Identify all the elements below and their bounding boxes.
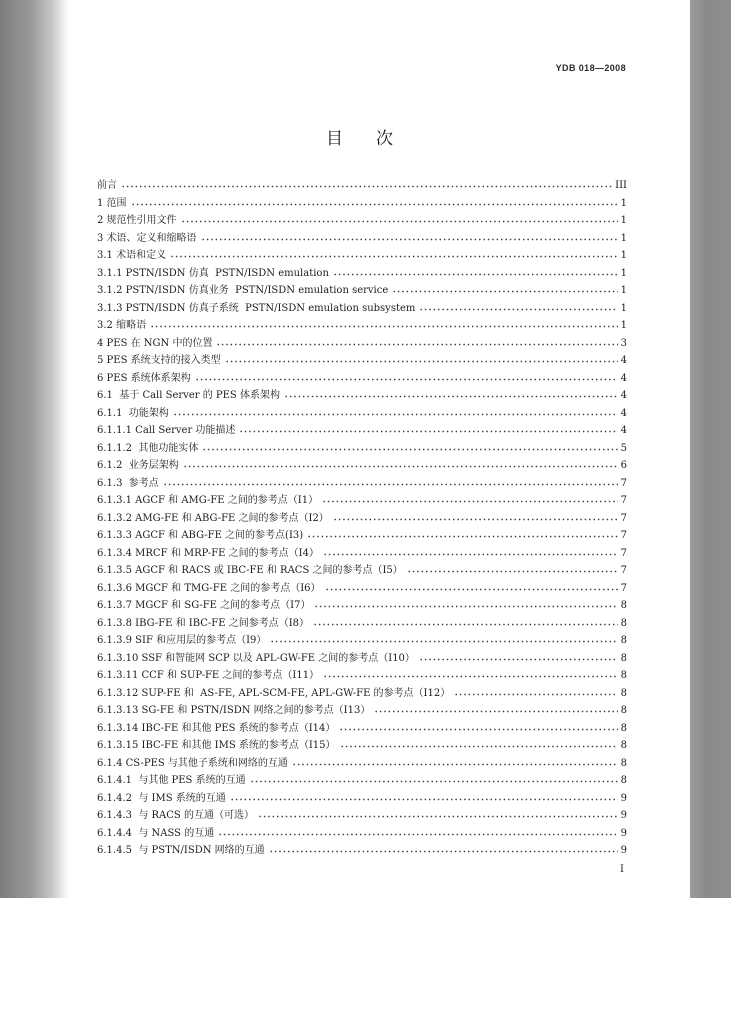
dot-leader	[313, 618, 618, 626]
toc-entry-page: 8	[620, 617, 627, 629]
toc-entry-title: 1 范围	[97, 197, 127, 209]
toc-entry-page: 7	[620, 477, 627, 489]
dot-leader	[201, 233, 618, 241]
toc-entry-title: 6.1.3.9 SIF 和应用层的参考点（I9）	[97, 635, 267, 646]
toc-entry-title: 6.1.3.4 MRCF 和 MRP-FE 之间的参考点（I4）	[97, 547, 319, 559]
toc-entry-page: 4	[620, 390, 627, 401]
toc-entry	[97, 492, 627, 510]
dot-leader	[239, 425, 617, 433]
toc-entry	[97, 755, 627, 773]
toc-entry-title: 6.1.4.3 与 RACS 的互通（可选）	[97, 810, 254, 821]
dot-leader	[314, 600, 617, 608]
toc-entry	[97, 667, 627, 685]
toc-entry	[97, 597, 627, 615]
dot-leader	[340, 740, 618, 748]
document-code: YDB 018—2008	[555, 63, 626, 73]
toc-entry-title: 6.1.3.12 SUP-FE 和 AS-FE, APL-SCM-FE, APL-GW-FE 的参考点（I12）	[97, 687, 451, 699]
toc-entry-title: 6.1.4.4 与 NASS 的互通	[97, 827, 215, 839]
toc-entry-page: 8	[620, 705, 627, 716]
toc-entry	[97, 527, 627, 545]
toc-entry-page: 9	[620, 845, 627, 856]
toc-entry-title: 6.1.3.7 MGCF 和 SG-FE 之间的参考点（I7）	[97, 600, 311, 611]
toc-entry-page: 1	[620, 250, 627, 261]
dot-leader	[230, 793, 618, 801]
toc-entry	[97, 300, 627, 318]
toc-entry-page: 1	[620, 215, 627, 226]
dot-leader	[202, 443, 617, 451]
dot-leader	[131, 198, 618, 206]
toc-entry	[97, 580, 627, 598]
toc-entry-title: 3.1 术语和定义	[97, 250, 167, 261]
dot-leader	[216, 338, 617, 346]
toc-entry-page: 9	[620, 792, 627, 804]
toc-entry-title: 6.1.1.1 Call Server 功能描述	[97, 425, 236, 436]
toc-entry	[97, 615, 627, 633]
toc-entry-page: 8	[620, 775, 627, 786]
toc-entry	[97, 247, 627, 265]
toc-entry	[97, 475, 627, 493]
toc-entry	[97, 510, 627, 528]
toc-entry-page: 7	[620, 512, 627, 524]
toc-entry-page: 9	[620, 810, 627, 821]
toc-entry-page: 3	[620, 337, 627, 349]
toc-entry	[97, 842, 627, 860]
toc-entry-page: 1	[620, 267, 627, 279]
toc-entry	[97, 685, 627, 703]
toc-entry-title: 6 PES 系统体系架构	[97, 372, 191, 384]
toc-entry-page: 7	[620, 565, 627, 576]
toc-entry-title: 3 术语、定义和缩略语	[97, 232, 197, 244]
toc-entry-title: 3.2 缩略语	[97, 320, 147, 331]
dot-leader	[269, 845, 618, 853]
dot-leader	[225, 355, 618, 363]
toc-entry-page: 8	[620, 652, 627, 664]
toc-entry-title: 6.1 基于 Call Server 的 PES 体系架构	[97, 390, 280, 401]
scan-border-left	[0, 0, 70, 898]
toc-entry-title: 5 PES 系统支持的接入类型	[97, 355, 221, 366]
dot-leader	[270, 635, 617, 643]
toc-entry-title: 3.1.2 PSTN/ISDN 仿真业务 PSTN/ISDN emulation service	[97, 285, 389, 296]
dot-leader	[323, 548, 618, 556]
toc-entry	[97, 317, 627, 335]
dot-leader	[419, 653, 618, 661]
toc-entry-title: 6.1.2 业务层架构	[97, 460, 179, 471]
toc-entry-title: 6.1.3 参考点	[97, 477, 159, 489]
toc-entry-page: 8	[620, 757, 627, 769]
toc-entry-title: 6.1.3.10 SSF 和智能网 SCP 以及 APL-GW-FE 之间的参考点（I10）	[97, 652, 415, 664]
toc-entry	[97, 720, 627, 738]
toc-entry	[97, 405, 627, 423]
toc-entry-title: 前言	[97, 180, 117, 191]
toc-entry-page: 8	[620, 600, 627, 611]
toc-entry-page: 1	[620, 302, 627, 314]
dot-leader	[250, 775, 618, 783]
toc-entry-page: 4	[620, 372, 627, 384]
dot-leader	[150, 320, 618, 328]
dot-leader	[454, 688, 617, 696]
toc-list	[97, 177, 627, 860]
toc-entry	[97, 335, 627, 353]
toc-entry	[97, 790, 627, 808]
toc-entry-title: 6.1.3.15 IBC-FE 和其他 IMS 系统的参考点（I15）	[97, 740, 336, 751]
dot-leader	[323, 670, 618, 678]
toc-entry-title: 6.1.3.5 AGCF 和 RACS 或 IBC-FE 和 RACS 之间的参考点（I5）	[97, 565, 403, 576]
toc-entry	[97, 230, 627, 248]
dot-leader	[339, 723, 617, 731]
toc-entry-page: III	[615, 180, 627, 191]
page-number: I	[620, 864, 624, 875]
toc-entry-page: 7	[620, 495, 627, 506]
toc-entry	[97, 772, 627, 790]
dot-leader	[173, 408, 618, 416]
toc-entry	[97, 422, 627, 440]
dot-leader	[218, 828, 617, 836]
toc-entry-title: 6.1.3.14 IBC-FE 和其他 PES 系统的参考点（I14）	[97, 722, 336, 734]
toc-entry-page: 1	[620, 197, 627, 209]
toc-entry	[97, 632, 627, 650]
toc-entry-title: 6.1.3.1 AGCF 和 AMG-FE 之间的参考点（I1）	[97, 495, 319, 506]
dot-leader	[374, 705, 617, 713]
toc-entry-page: 7	[620, 530, 627, 541]
dot-leader	[292, 758, 618, 766]
dot-leader	[195, 373, 618, 381]
toc-entry-title: 6.1.3.13 SG-FE 和 PSTN/ISDN 网络之间的参考点（I13）	[97, 705, 371, 716]
dot-leader	[258, 810, 618, 818]
toc-entry	[97, 265, 627, 283]
toc-entry	[97, 825, 627, 843]
toc-entry	[97, 457, 627, 475]
toc-entry	[97, 212, 627, 230]
dot-leader	[170, 250, 618, 258]
dot-leader	[183, 460, 618, 468]
toc-entry-title: 3.1.1 PSTN/ISDN 仿真 PSTN/ISDN emulation	[97, 267, 329, 279]
toc-entry-title: 6.1.1 功能架构	[97, 407, 169, 419]
dot-leader	[407, 565, 618, 573]
toc-entry-title: 6.1.3.8 IBG-FE 和 IBC-FE 之间参考点（I8）	[97, 617, 310, 629]
toc-entry-page: 8	[620, 687, 627, 699]
toc-entry	[97, 282, 627, 300]
toc-entry-page: 9	[620, 827, 627, 839]
toc-entry-title: 3.1.3 PSTN/ISDN 仿真子系统 PSTN/ISDN emulation subsystem	[97, 302, 416, 314]
toc-entry	[97, 650, 627, 668]
toc-entry	[97, 440, 627, 458]
page-title: 目 次	[326, 129, 401, 149]
toc-entry-title: 6.1.3.11 CCF 和 SUP-FE 之间的参考点（I11）	[97, 670, 320, 681]
toc-entry	[97, 195, 627, 213]
toc-entry-title: 6.1.3.6 MGCF 和 TMG-FE 之间的参考点（I6）	[97, 582, 321, 594]
toc-entry-page: 1	[620, 285, 627, 296]
toc-entry	[97, 545, 627, 563]
toc-entry-page: 4	[620, 407, 627, 419]
dot-leader	[322, 495, 618, 503]
toc-entry-page: 6	[620, 460, 627, 471]
toc-entry	[97, 807, 627, 825]
dot-leader	[307, 530, 617, 538]
dot-leader	[419, 303, 617, 311]
toc-entry	[97, 737, 627, 755]
toc-entry-page: 7	[620, 547, 627, 559]
toc-entry-page: 4	[620, 425, 627, 436]
toc-entry	[97, 387, 627, 405]
toc-entry	[97, 370, 627, 388]
toc-entry-title: 6.1.1.2 其他功能实体	[97, 442, 199, 454]
toc-entry-title: 6.1.3.2 AMG-FE 和 ABG-FE 之间的参考点（I2）	[97, 512, 329, 524]
toc-entry-title: 6.1.3.3 AGCF 和 ABG-FE 之间的参考点(I3)	[97, 530, 304, 541]
toc-entry-title: 6.1.4 CS-PES 与其他子系统和网络的互通	[97, 757, 288, 769]
toc-entry-title: 6.1.4.2 与 IMS 系统的互通	[97, 792, 226, 804]
toc-entry-title: 2 规范性引用文件	[97, 215, 177, 226]
toc-entry-title: 6.1.4.1 与其他 PES 系统的互通	[97, 775, 246, 786]
toc-entry-page: 8	[620, 635, 627, 646]
toc-entry-page: 4	[620, 355, 627, 366]
toc-entry-page: 1	[620, 320, 627, 331]
toc-entry-title: 6.1.4.5 与 PSTN/ISDN 网络的互通	[97, 845, 265, 856]
dot-leader	[181, 215, 618, 223]
toc-entry-page: 1	[620, 232, 627, 244]
toc-entry-page: 8	[620, 722, 627, 734]
dot-leader	[284, 390, 618, 398]
toc-entry	[97, 702, 627, 720]
dot-leader	[121, 180, 612, 188]
toc-entry-page: 8	[620, 740, 627, 751]
toc-entry	[97, 177, 627, 195]
toc-entry-title: 4 PES 在 NGN 中的位置	[97, 337, 213, 349]
dot-leader	[333, 513, 618, 521]
dot-leader	[392, 285, 617, 293]
toc-entry-page: 8	[620, 670, 627, 681]
scan-border-right	[690, 0, 731, 898]
dot-leader	[163, 478, 618, 486]
dot-leader	[333, 268, 618, 276]
toc-entry-page: 7	[620, 582, 627, 594]
toc-entry-page: 5	[620, 442, 627, 454]
toc-entry	[97, 562, 627, 580]
dot-leader	[325, 583, 618, 591]
toc-entry	[97, 352, 627, 370]
